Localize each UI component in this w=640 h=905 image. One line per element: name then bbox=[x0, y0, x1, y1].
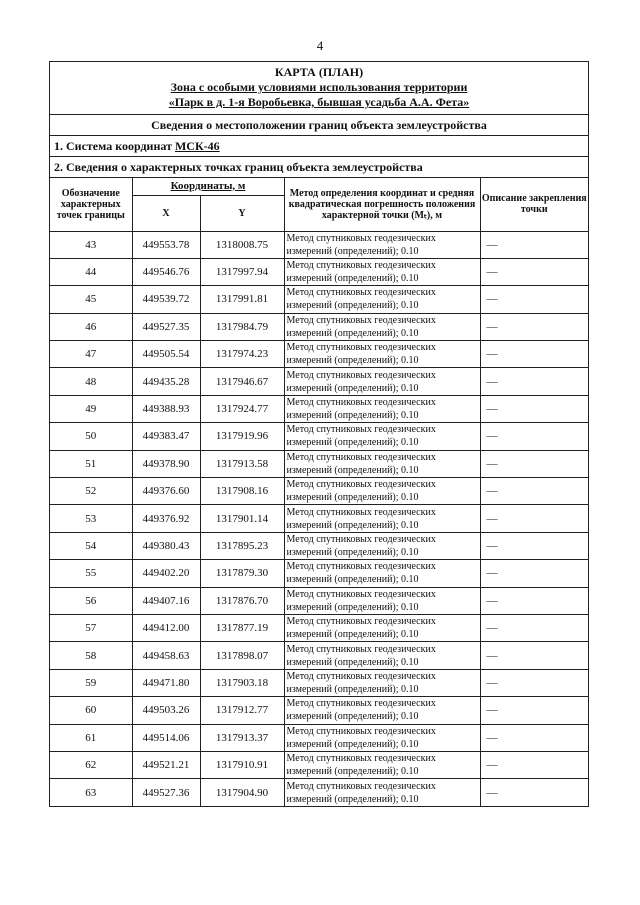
x-coordinate: 449435.28 bbox=[132, 368, 200, 395]
method-line-2: измерений (определений); 0.10 bbox=[286, 546, 419, 558]
point-number: 50 bbox=[50, 423, 132, 450]
method-line-2: измерений (определений); 0.10 bbox=[286, 683, 419, 695]
method-line-1: Метод спутниковых геодезических bbox=[286, 287, 436, 299]
method-line-2: измерений (определений); 0.10 bbox=[286, 300, 419, 312]
table-row bbox=[50, 614, 588, 641]
point-number: 45 bbox=[50, 286, 132, 313]
y-coordinate: 1317919.96 bbox=[200, 423, 284, 450]
method-line-1: Метод спутниковых геодезических bbox=[286, 753, 436, 765]
section-subtitle: Сведения о местоположении границ объекта землеустройства bbox=[50, 115, 588, 136]
x-coordinate: 449521.21 bbox=[132, 751, 200, 778]
page-number: 4 bbox=[316, 38, 324, 53]
description-cell: — bbox=[480, 560, 588, 587]
method-line-1: Метод спутниковых геодезических bbox=[286, 780, 436, 792]
y-coordinate: 1317974.23 bbox=[200, 341, 284, 368]
description-cell: — bbox=[480, 751, 588, 778]
method-line-2: измерений (определений); 0.10 bbox=[286, 327, 419, 339]
point-number: 60 bbox=[50, 697, 132, 724]
point-number: 52 bbox=[50, 478, 132, 505]
method-cell bbox=[284, 423, 480, 450]
method-cell bbox=[284, 258, 480, 285]
x-coordinate: 449527.36 bbox=[132, 779, 200, 806]
table-row bbox=[50, 478, 588, 505]
boundary-map-sheet bbox=[49, 61, 589, 807]
x-coordinate: 449388.93 bbox=[132, 395, 200, 422]
table-row bbox=[50, 368, 588, 395]
method-cell bbox=[284, 532, 480, 559]
point-number: 44 bbox=[50, 258, 132, 285]
method-line-2: измерений (определений); 0.10 bbox=[286, 656, 419, 668]
x-coordinate: 449458.63 bbox=[132, 642, 200, 669]
y-coordinate: 1317904.90 bbox=[200, 779, 284, 806]
point-number: 46 bbox=[50, 313, 132, 340]
method-line-2: измерений (определений); 0.10 bbox=[286, 574, 419, 586]
y-coordinate: 1317924.77 bbox=[200, 395, 284, 422]
x-coordinate: 449546.76 bbox=[132, 258, 200, 285]
point-number: 56 bbox=[50, 587, 132, 614]
y-coordinate: 1317946.67 bbox=[200, 368, 284, 395]
description-cell: — bbox=[480, 642, 588, 669]
x-coordinate: 449378.90 bbox=[132, 450, 200, 477]
table-row bbox=[50, 450, 588, 477]
coordinate-system-line bbox=[50, 136, 588, 157]
table-row bbox=[50, 751, 588, 778]
table-row bbox=[50, 642, 588, 669]
method-line-2: измерений (определений); 0.10 bbox=[286, 793, 419, 805]
method-cell bbox=[284, 560, 480, 587]
description-cell: — bbox=[480, 724, 588, 751]
y-coordinate: 1317997.94 bbox=[200, 258, 284, 285]
description-cell: — bbox=[480, 614, 588, 641]
y-coordinate: 1317913.37 bbox=[200, 724, 284, 751]
method-line-2: измерений (определений); 0.10 bbox=[286, 492, 419, 504]
method-line-1: Метод спутниковых геодезических bbox=[286, 424, 436, 436]
x-header: X bbox=[132, 195, 200, 231]
description-cell: — bbox=[480, 697, 588, 724]
designation-header: Обозначение характерных точек границы bbox=[50, 178, 132, 231]
table-row bbox=[50, 341, 588, 368]
method-cell bbox=[284, 669, 480, 696]
method-line-1: Метод спутниковых геодезических bbox=[286, 533, 436, 545]
y-coordinate: 1317876.70 bbox=[200, 587, 284, 614]
y-coordinate: 1317910.91 bbox=[200, 751, 284, 778]
x-coordinate: 449380.43 bbox=[132, 532, 200, 559]
method-line-2: измерений (определений); 0.10 bbox=[286, 245, 419, 257]
method-line-1: Метод спутниковых геодезических bbox=[286, 232, 436, 244]
point-number: 43 bbox=[50, 231, 132, 258]
point-number: 63 bbox=[50, 779, 132, 806]
description-cell: — bbox=[480, 669, 588, 696]
x-coordinate: 449402.20 bbox=[132, 560, 200, 587]
x-coordinate: 449383.47 bbox=[132, 423, 200, 450]
y-coordinate: 1317908.16 bbox=[200, 478, 284, 505]
method-line-2: измерений (определений); 0.10 bbox=[286, 437, 419, 449]
y-coordinate: 1317912.77 bbox=[200, 697, 284, 724]
method-cell bbox=[284, 478, 480, 505]
method-line-2: измерений (определений); 0.10 bbox=[286, 766, 419, 778]
description-cell: — bbox=[480, 258, 588, 285]
method-line-1: Метод спутниковых геодезических bbox=[286, 725, 436, 737]
description-header: Описание закрепления точки bbox=[480, 178, 588, 231]
x-coordinate: 449553.78 bbox=[132, 231, 200, 258]
method-line-2: измерений (определений); 0.10 bbox=[286, 410, 419, 422]
method-line-1: Метод спутниковых геодезических bbox=[286, 643, 436, 655]
table-row bbox=[50, 423, 588, 450]
document-title: КАРТА (ПЛАН) bbox=[274, 65, 364, 79]
description-cell: — bbox=[480, 587, 588, 614]
description-cell: — bbox=[480, 423, 588, 450]
method-line-1: Метод спутниковых геодезических bbox=[286, 342, 436, 354]
method-header: Метод определения координат и средняя квадратическая погрешность положения характерной точки (Mₜ), м bbox=[284, 178, 480, 231]
method-cell bbox=[284, 751, 480, 778]
x-coordinate: 449505.54 bbox=[132, 341, 200, 368]
y-coordinate: 1318008.75 bbox=[200, 231, 284, 258]
description-cell: — bbox=[480, 779, 588, 806]
method-line-2: измерений (определений); 0.10 bbox=[286, 382, 419, 394]
coordinates-header bbox=[132, 178, 284, 195]
y-coordinate: 1317895.23 bbox=[200, 532, 284, 559]
y-header: Y bbox=[200, 195, 284, 231]
y-coordinate: 1317877.19 bbox=[200, 614, 284, 641]
x-coordinate: 449376.60 bbox=[132, 478, 200, 505]
point-number: 49 bbox=[50, 395, 132, 422]
point-number: 51 bbox=[50, 450, 132, 477]
method-line-1: Метод спутниковых геодезических bbox=[286, 561, 436, 573]
method-line-2: измерений (определений); 0.10 bbox=[286, 355, 419, 367]
description-cell: — bbox=[480, 286, 588, 313]
point-number: 53 bbox=[50, 505, 132, 532]
table-row bbox=[50, 587, 588, 614]
document-header bbox=[50, 62, 588, 115]
y-coordinate: 1317903.18 bbox=[200, 669, 284, 696]
description-cell: — bbox=[480, 478, 588, 505]
point-number: 57 bbox=[50, 614, 132, 641]
zone-name: Зона с особыми условиями использования территории bbox=[170, 80, 468, 94]
method-cell bbox=[284, 395, 480, 422]
x-coordinate: 449376.92 bbox=[132, 505, 200, 532]
method-cell bbox=[284, 779, 480, 806]
method-line-1: Метод спутниковых геодезических bbox=[286, 314, 436, 326]
method-line-1: Метод спутниковых геодезических bbox=[286, 397, 436, 409]
method-line-2: измерений (определений); 0.10 bbox=[286, 629, 419, 641]
x-coordinate: 449539.72 bbox=[132, 286, 200, 313]
description-cell: — bbox=[480, 505, 588, 532]
method-cell bbox=[284, 697, 480, 724]
point-number: 62 bbox=[50, 751, 132, 778]
x-coordinate: 449407.16 bbox=[132, 587, 200, 614]
method-line-2: измерений (определений); 0.10 bbox=[286, 738, 419, 750]
method-cell bbox=[284, 505, 480, 532]
table-row bbox=[50, 395, 588, 422]
table-row bbox=[50, 724, 588, 751]
point-number: 58 bbox=[50, 642, 132, 669]
description-cell: — bbox=[480, 341, 588, 368]
method-cell bbox=[284, 450, 480, 477]
table-row bbox=[50, 779, 588, 806]
method-cell bbox=[284, 614, 480, 641]
method-line-2: измерений (определений); 0.10 bbox=[286, 601, 419, 613]
table-row bbox=[50, 532, 588, 559]
point-number: 61 bbox=[50, 724, 132, 751]
method-line-1: Метод спутниковых геодезических bbox=[286, 506, 436, 518]
method-line-2: измерений (определений); 0.10 bbox=[286, 464, 419, 476]
x-coordinate: 449514.06 bbox=[132, 724, 200, 751]
description-cell: — bbox=[480, 368, 588, 395]
x-coordinate: 449503.26 bbox=[132, 697, 200, 724]
table-row bbox=[50, 669, 588, 696]
point-number: 47 bbox=[50, 341, 132, 368]
park-name: «Парк в д. 1-я Воробьевка, бывшая усадьба А.А. Фета» bbox=[168, 95, 470, 109]
y-coordinate: 1317984.79 bbox=[200, 313, 284, 340]
points-section-title: 2. Сведения о характерных точках границ объекта землеустройства bbox=[50, 157, 588, 178]
method-cell bbox=[284, 724, 480, 751]
description-cell: — bbox=[480, 313, 588, 340]
method-cell bbox=[284, 286, 480, 313]
coordinate-system-label: 1. Система координат bbox=[54, 139, 175, 153]
point-number: 54 bbox=[50, 532, 132, 559]
method-cell bbox=[284, 368, 480, 395]
coordinates-header-label: Координаты, м bbox=[170, 179, 246, 192]
y-coordinate: 1317879.30 bbox=[200, 560, 284, 587]
method-cell bbox=[284, 341, 480, 368]
method-line-1: Метод спутниковых геодезических bbox=[286, 451, 436, 463]
method-line-1: Метод спутниковых геодезических bbox=[286, 698, 436, 710]
coordinate-system-value: МСК-46 bbox=[174, 139, 220, 153]
table-row bbox=[50, 286, 588, 313]
boundary-points-table bbox=[50, 178, 588, 806]
x-coordinate: 449471.80 bbox=[132, 669, 200, 696]
method-cell bbox=[284, 231, 480, 258]
point-number: 59 bbox=[50, 669, 132, 696]
point-number: 48 bbox=[50, 368, 132, 395]
y-coordinate: 1317901.14 bbox=[200, 505, 284, 532]
table-row bbox=[50, 313, 588, 340]
method-line-1: Метод спутниковых геодезических bbox=[286, 369, 436, 381]
y-coordinate: 1317991.81 bbox=[200, 286, 284, 313]
description-cell: — bbox=[480, 450, 588, 477]
method-line-1: Метод спутниковых геодезических bbox=[286, 588, 436, 600]
table-row bbox=[50, 231, 588, 258]
y-coordinate: 1317898.07 bbox=[200, 642, 284, 669]
method-line-2: измерений (определений); 0.10 bbox=[286, 519, 419, 531]
method-line-1: Метод спутниковых геодезических bbox=[286, 479, 436, 491]
method-line-2: измерений (определений); 0.10 bbox=[286, 273, 419, 285]
description-cell: — bbox=[480, 532, 588, 559]
method-cell bbox=[284, 587, 480, 614]
table-row bbox=[50, 560, 588, 587]
method-cell bbox=[284, 642, 480, 669]
table-row bbox=[50, 258, 588, 285]
table-row bbox=[50, 505, 588, 532]
method-cell bbox=[284, 313, 480, 340]
table-row bbox=[50, 697, 588, 724]
method-line-2: измерений (определений); 0.10 bbox=[286, 711, 419, 723]
method-line-1: Метод спутниковых геодезических bbox=[286, 670, 436, 682]
x-coordinate: 449527.35 bbox=[132, 313, 200, 340]
x-coordinate: 449412.00 bbox=[132, 614, 200, 641]
method-line-1: Метод спутниковых геодезических bbox=[286, 616, 436, 628]
point-number: 55 bbox=[50, 560, 132, 587]
description-cell: — bbox=[480, 395, 588, 422]
description-cell: — bbox=[480, 231, 588, 258]
y-coordinate: 1317913.58 bbox=[200, 450, 284, 477]
method-line-1: Метод спутниковых геодезических bbox=[286, 260, 436, 272]
